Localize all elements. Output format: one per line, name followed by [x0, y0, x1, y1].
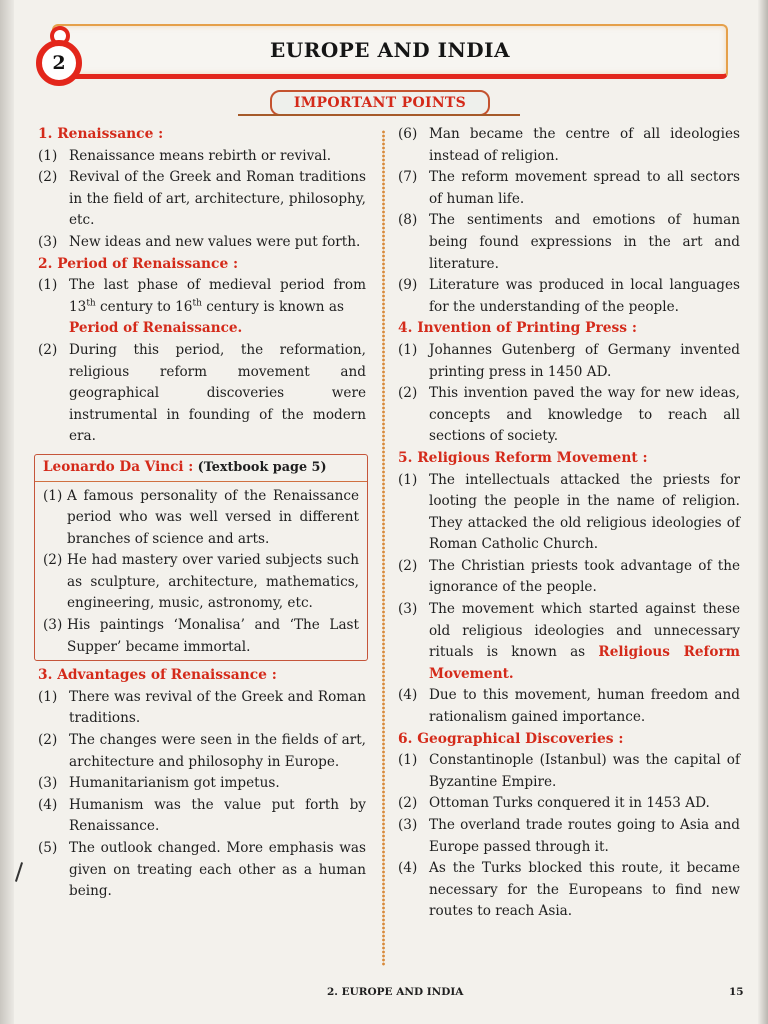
item-number: (7) [398, 169, 418, 186]
item-text: Humanism was the value put forth by Renaissance. [69, 796, 366, 835]
highlight-term: Religious Reform Movement. [429, 644, 741, 682]
item-number: (3) [398, 817, 418, 833]
list-item [38, 687, 366, 730]
info-box-leonardo [34, 454, 368, 661]
list-item [398, 685, 740, 728]
text-run: The movement which started against these old religious ideologies and unnecessary rituals is known as [429, 601, 740, 661]
list-item [398, 793, 740, 815]
item-text: He had mastery over varied subjects such as sculpture, architecture, mathematics, engineering, music, astronomy, etc. [67, 552, 359, 612]
item-text: His paintings ‘Monalisa’ and ‘The Last Supper’ became immortal. [67, 617, 359, 655]
item-number: (1) [38, 147, 58, 164]
column-divider [381, 130, 386, 966]
item-number: (5) [38, 840, 58, 856]
item-text: The sentiments and emotions of human being found expressions in the art and literature. [429, 212, 740, 272]
item-text: The Christian priests took advantage of the ignorance of the people. [429, 557, 740, 596]
list-item [398, 383, 740, 448]
item-text: As the Turks blocked this route, it became necessary for the Europeans to find new routes to reach Asia. [429, 860, 740, 920]
item-text: Due to this movement, human freedom and rationalism gained importance. [429, 687, 740, 726]
item-number: (2) [398, 385, 418, 402]
item-text [69, 275, 366, 340]
item-text: There was revival of the Greek and Roman traditions. [69, 688, 366, 727]
item-text: Man became the centre of all ideologies instead of religion. [429, 126, 740, 164]
item-text: A famous personality of the Renaissance period who was well versed in different branches of science and arts. [67, 487, 359, 547]
list-item [398, 210, 740, 275]
section-heading-advantages: 3. Advantages of Renaissance : [38, 667, 277, 684]
item-text: Literature was produced in local languages for the understanding of the people. [429, 277, 740, 315]
highlight-term: Period of Renaissance. [69, 320, 243, 337]
item-text: Humanitarianism got impetus. [69, 775, 280, 792]
item-number: (2) [38, 341, 58, 358]
item-number: (2) [398, 557, 418, 574]
list-item [398, 167, 740, 210]
chapter-banner [52, 24, 728, 79]
section-heading-renaissance: 1. Renaissance : [38, 126, 164, 142]
footer-chapter-title: 2. EUROPE AND INDIA [327, 986, 464, 998]
item-number: (1) [43, 487, 63, 504]
item-number: (2) [43, 552, 63, 569]
item-text: Revival of the Greek and Roman traditions in the field of art, architecture, philosophy, etc. [69, 169, 366, 229]
pen-mark [15, 862, 23, 882]
list-item [38, 340, 366, 448]
list-item [38, 167, 366, 232]
text-run: century is known as [201, 298, 344, 315]
item-number: (1) [398, 752, 418, 769]
item-number: (4) [398, 860, 418, 877]
list-item [38, 795, 366, 838]
page-edge-left [0, 0, 14, 1024]
item-number: (2) [38, 169, 58, 186]
superscript: th [86, 298, 96, 309]
item-text: Ottoman Turks conquered it in 1453 AD. [429, 795, 710, 812]
text-run: The last phase of medieval period from 13 [69, 277, 366, 315]
page-edge-right [758, 0, 768, 1024]
list-item [38, 773, 366, 795]
list-item [43, 550, 359, 615]
item-text: Renaissance means rebirth or revival. [69, 147, 332, 164]
list-item [38, 730, 366, 773]
item-text: The outlook changed. More emphasis was given on treating each other as a human being. [69, 840, 366, 900]
item-number: (6) [398, 126, 418, 142]
list-item [38, 275, 366, 340]
item-text: This invention paved the way for new ideas, concepts and knowledge to reach all sections of society. [429, 385, 740, 445]
item-text [429, 599, 740, 685]
list-item [43, 615, 359, 658]
section-heading-period: 2. Period of Renaissance : [38, 255, 239, 272]
list-item [398, 858, 740, 923]
text-run: century to 16 [95, 298, 193, 315]
item-number: (1) [398, 471, 418, 488]
right-column [398, 124, 740, 923]
item-number: (3) [43, 617, 63, 634]
section-heading-religious-reform: 5. Religious Reform Movement : [398, 449, 648, 466]
info-box-header [35, 455, 367, 482]
important-points-underline [238, 114, 520, 116]
page-number: 15 [729, 986, 744, 998]
item-number: (2) [38, 732, 58, 749]
item-number: (3) [38, 775, 58, 792]
chapter-title: EUROPE AND INDIA [270, 38, 510, 62]
item-number: (1) [38, 277, 58, 294]
item-text: Constantinople (Istanbul) was the capital of Byzantine Empire. [429, 752, 740, 790]
item-text: New ideas and new values were put forth. [69, 233, 361, 250]
item-number: (4) [38, 796, 58, 813]
item-text: The intellectuals attacked the priests for looting the people in the name of religion. They attacked the old religious ideologies of Roman Catholic Church. [429, 471, 740, 553]
list-item [38, 838, 366, 903]
item-text: Johannes Gutenberg of Germany invented printing press in 1450 AD. [429, 341, 740, 380]
item-text: The changes were seen in the fields of art, architecture and philosophy in Europe. [69, 732, 366, 770]
important-points-label: IMPORTANT POINTS [270, 90, 490, 116]
item-text: During this period, the reformation, religious reform movement and geographical discoveries were instrumental in founding of the modern era. [69, 341, 366, 445]
info-box-reference: (Textbook page 5) [197, 459, 327, 475]
item-text: The overland trade routes going to Asia and Europe passed through it. [429, 817, 740, 855]
list-item [398, 750, 740, 793]
superscript: th [192, 298, 202, 309]
list-item [398, 815, 740, 858]
item-number: (1) [38, 688, 58, 705]
item-number: (9) [398, 277, 418, 294]
list-item [43, 486, 359, 551]
item-text: The reform movement spread to all sectors of human life. [429, 169, 740, 207]
list-item [398, 470, 740, 556]
item-number: (3) [38, 233, 58, 250]
chapter-number-badge: 2 [36, 40, 82, 86]
item-number: (1) [398, 341, 418, 358]
section-heading-geographical: 6. Geographical Discoveries : [398, 730, 624, 747]
left-column [38, 124, 366, 903]
list-item [398, 275, 740, 318]
list-item [398, 556, 740, 599]
section-heading-printing-press: 4. Invention of Printing Press : [398, 320, 637, 337]
item-number: (2) [398, 795, 418, 812]
list-item [398, 599, 740, 685]
list-item [38, 232, 366, 254]
info-box-title: Leonardo Da Vinci : [43, 458, 194, 475]
list-item [38, 146, 366, 168]
item-number: (4) [398, 687, 418, 704]
item-number: (3) [398, 601, 418, 618]
item-number: (8) [398, 212, 418, 229]
list-item [398, 340, 740, 383]
list-item [398, 124, 740, 167]
